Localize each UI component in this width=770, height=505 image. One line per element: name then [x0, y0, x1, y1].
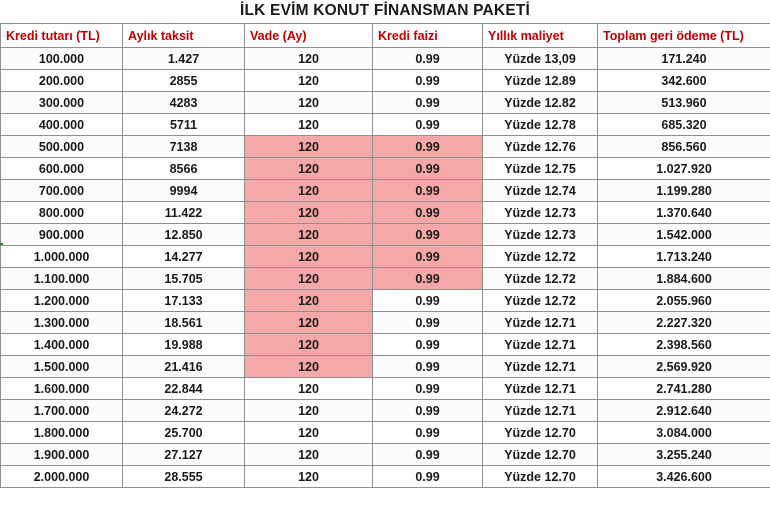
cell-vade: 120 [245, 466, 373, 488]
cell-aylik-taksit: 4283 [123, 92, 245, 114]
table-row [1, 158, 770, 180]
cell-vade: 120 [245, 400, 373, 422]
cell-aylik-taksit: 17.133 [123, 290, 245, 312]
cell-kredi-tutari: 1.300.000 [1, 312, 123, 334]
cell-yillik-maliyet: Yüzde 12.73 [483, 224, 598, 246]
table-row [1, 246, 770, 268]
table-row [1, 312, 770, 334]
cell-vade: 120 [245, 422, 373, 444]
cell-yillik-maliyet: Yüzde 12.72 [483, 290, 598, 312]
cell-vade: 120 [245, 356, 373, 378]
cell-aylik-taksit: 9994 [123, 180, 245, 202]
cell-yillik-maliyet: Yüzde 12.72 [483, 246, 598, 268]
cell-vade: 120 [245, 92, 373, 114]
cell-aylik-taksit: 28.555 [123, 466, 245, 488]
column-header-toplam-geri-odeme: Toplam geri ödeme (TL) [598, 24, 770, 48]
cell-vade: 120 [245, 312, 373, 334]
cell-kredi-faizi: 0.99 [373, 312, 483, 334]
cell-kredi-tutari: 1.100.000 [1, 268, 123, 290]
cell-vade: 120 [245, 334, 373, 356]
cell-kredi-faizi: 0.99 [373, 246, 483, 268]
table-row [1, 202, 770, 224]
table-row [1, 48, 770, 70]
cell-aylik-taksit: 22.844 [123, 378, 245, 400]
column-header-vade: Vade (Ay) [245, 24, 373, 48]
cell-vade: 120 [245, 268, 373, 290]
cell-yillik-maliyet: Yüzde 12.73 [483, 202, 598, 224]
table-row [1, 400, 770, 422]
cell-aylik-taksit: 19.988 [123, 334, 245, 356]
cell-toplam-geri-odeme: 856.560 [598, 136, 770, 158]
cell-kredi-tutari: 200.000 [1, 70, 123, 92]
table-row [1, 422, 770, 444]
cell-yillik-maliyet: Yüzde 12.89 [483, 70, 598, 92]
cell-toplam-geri-odeme: 2.227.320 [598, 312, 770, 334]
cell-vade: 120 [245, 224, 373, 246]
loan-table [0, 23, 770, 488]
cell-yillik-maliyet: Yüzde 12.71 [483, 356, 598, 378]
cell-kredi-tutari: 300.000 [1, 92, 123, 114]
cell-kredi-faizi: 0.99 [373, 268, 483, 290]
cell-vade: 120 [245, 246, 373, 268]
table-row [1, 334, 770, 356]
cell-kredi-faizi: 0.99 [373, 114, 483, 136]
cell-aylik-taksit: 27.127 [123, 444, 245, 466]
cell-yillik-maliyet: Yüzde 12.74 [483, 180, 598, 202]
cell-vade: 120 [245, 48, 373, 70]
cell-toplam-geri-odeme: 3.426.600 [598, 466, 770, 488]
table-row [1, 224, 770, 246]
cell-kredi-faizi: 0.99 [373, 202, 483, 224]
cell-yillik-maliyet: Yüzde 12.71 [483, 400, 598, 422]
table-row [1, 92, 770, 114]
cell-vade: 120 [245, 136, 373, 158]
table-row [1, 180, 770, 202]
cell-kredi-tutari: 600.000 [1, 158, 123, 180]
cell-yillik-maliyet: Yüzde 12.72 [483, 268, 598, 290]
cell-vade: 120 [245, 444, 373, 466]
cell-vade: 120 [245, 202, 373, 224]
cell-aylik-taksit: 15.705 [123, 268, 245, 290]
cell-yillik-maliyet: Yüzde 12.71 [483, 312, 598, 334]
column-header-kredi-tutari: Kredi tutarı (TL) [1, 24, 123, 48]
cell-aylik-taksit: 24.272 [123, 400, 245, 422]
cell-kredi-faizi: 0.99 [373, 48, 483, 70]
cell-kredi-tutari: 1.600.000 [1, 378, 123, 400]
cell-kredi-tutari: 400.000 [1, 114, 123, 136]
cell-toplam-geri-odeme: 1.027.920 [598, 158, 770, 180]
cell-toplam-geri-odeme: 2.398.560 [598, 334, 770, 356]
cell-toplam-geri-odeme: 1.713.240 [598, 246, 770, 268]
page-title: İLK EVİM KONUT FİNANSMAN PAKETİ [239, 2, 531, 19]
table-row [1, 70, 770, 92]
cell-toplam-geri-odeme: 1.884.600 [598, 268, 770, 290]
cell-aylik-taksit: 18.561 [123, 312, 245, 334]
row-marker [0, 243, 3, 245]
cell-yillik-maliyet: Yüzde 12.70 [483, 444, 598, 466]
table-header [1, 24, 770, 48]
cell-aylik-taksit: 8566 [123, 158, 245, 180]
cell-aylik-taksit: 2855 [123, 70, 245, 92]
cell-kredi-tutari: 1.700.000 [1, 400, 123, 422]
table-row [1, 268, 770, 290]
cell-yillik-maliyet: Yüzde 12.78 [483, 114, 598, 136]
column-header-aylik-taksit: Aylık taksit [123, 24, 245, 48]
cell-toplam-geri-odeme: 342.600 [598, 70, 770, 92]
cell-vade: 120 [245, 180, 373, 202]
cell-kredi-tutari: 1.500.000 [1, 356, 123, 378]
cell-kredi-tutari: 800.000 [1, 202, 123, 224]
cell-toplam-geri-odeme: 685.320 [598, 114, 770, 136]
cell-aylik-taksit: 12.850 [123, 224, 245, 246]
cell-vade: 120 [245, 158, 373, 180]
table-row [1, 444, 770, 466]
table-header-row [1, 24, 770, 48]
cell-kredi-faizi: 0.99 [373, 136, 483, 158]
cell-kredi-faizi: 0.99 [373, 444, 483, 466]
table-row [1, 136, 770, 158]
cell-yillik-maliyet: Yüzde 12.82 [483, 92, 598, 114]
cell-kredi-faizi: 0.99 [373, 334, 483, 356]
table-row [1, 114, 770, 136]
cell-toplam-geri-odeme: 2.741.280 [598, 378, 770, 400]
table-body [1, 48, 770, 488]
column-header-yillik-maliyet: Yıllık maliyet [483, 24, 598, 48]
table-row [1, 356, 770, 378]
cell-kredi-faizi: 0.99 [373, 224, 483, 246]
cell-toplam-geri-odeme: 2.055.960 [598, 290, 770, 312]
cell-kredi-faizi: 0.99 [373, 400, 483, 422]
cell-aylik-taksit: 7138 [123, 136, 245, 158]
cell-kredi-tutari: 2.000.000 [1, 466, 123, 488]
cell-yillik-maliyet: Yüzde 12.75 [483, 158, 598, 180]
cell-vade: 120 [245, 70, 373, 92]
cell-aylik-taksit: 5711 [123, 114, 245, 136]
cell-kredi-faizi: 0.99 [373, 466, 483, 488]
cell-kredi-faizi: 0.99 [373, 92, 483, 114]
cell-kredi-faizi: 0.99 [373, 378, 483, 400]
cell-kredi-tutari: 700.000 [1, 180, 123, 202]
cell-aylik-taksit: 25.700 [123, 422, 245, 444]
cell-yillik-maliyet: Yüzde 12.70 [483, 466, 598, 488]
cell-aylik-taksit: 11.422 [123, 202, 245, 224]
table-row [1, 378, 770, 400]
cell-toplam-geri-odeme: 1.199.280 [598, 180, 770, 202]
cell-vade: 120 [245, 290, 373, 312]
cell-toplam-geri-odeme: 513.960 [598, 92, 770, 114]
cell-yillik-maliyet: Yüzde 12.71 [483, 334, 598, 356]
cell-kredi-tutari: 100.000 [1, 48, 123, 70]
cell-toplam-geri-odeme: 2.912.640 [598, 400, 770, 422]
cell-vade: 120 [245, 114, 373, 136]
cell-toplam-geri-odeme: 1.542.000 [598, 224, 770, 246]
cell-kredi-tutari: 1.400.000 [1, 334, 123, 356]
cell-kredi-tutari: 1.900.000 [1, 444, 123, 466]
cell-yillik-maliyet: Yüzde 12.76 [483, 136, 598, 158]
cell-kredi-tutari: 1.000.000 [1, 246, 123, 268]
cell-kredi-tutari: 500.000 [1, 136, 123, 158]
cell-toplam-geri-odeme: 2.569.920 [598, 356, 770, 378]
table-row [1, 466, 770, 488]
table-row [1, 290, 770, 312]
cell-aylik-taksit: 14.277 [123, 246, 245, 268]
column-header-kredi-faizi: Kredi faizi [373, 24, 483, 48]
cell-toplam-geri-odeme: 171.240 [598, 48, 770, 70]
cell-vade: 120 [245, 378, 373, 400]
cell-aylik-taksit: 21.416 [123, 356, 245, 378]
cell-kredi-faizi: 0.99 [373, 158, 483, 180]
cell-kredi-faizi: 0.99 [373, 356, 483, 378]
cell-toplam-geri-odeme: 3.084.000 [598, 422, 770, 444]
cell-toplam-geri-odeme: 3.255.240 [598, 444, 770, 466]
cell-aylik-taksit: 1.427 [123, 48, 245, 70]
cell-yillik-maliyet: Yüzde 13,09 [483, 48, 598, 70]
cell-yillik-maliyet: Yüzde 12.71 [483, 378, 598, 400]
cell-kredi-tutari: 1.800.000 [1, 422, 123, 444]
cell-kredi-tutari: 900.000 [1, 224, 123, 246]
cell-kredi-tutari: 1.200.000 [1, 290, 123, 312]
cell-kredi-faizi: 0.99 [373, 422, 483, 444]
cell-yillik-maliyet: Yüzde 12.70 [483, 422, 598, 444]
cell-toplam-geri-odeme: 1.370.640 [598, 202, 770, 224]
cell-kredi-faizi: 0.99 [373, 290, 483, 312]
cell-kredi-faizi: 0.99 [373, 70, 483, 92]
cell-kredi-faizi: 0.99 [373, 180, 483, 202]
